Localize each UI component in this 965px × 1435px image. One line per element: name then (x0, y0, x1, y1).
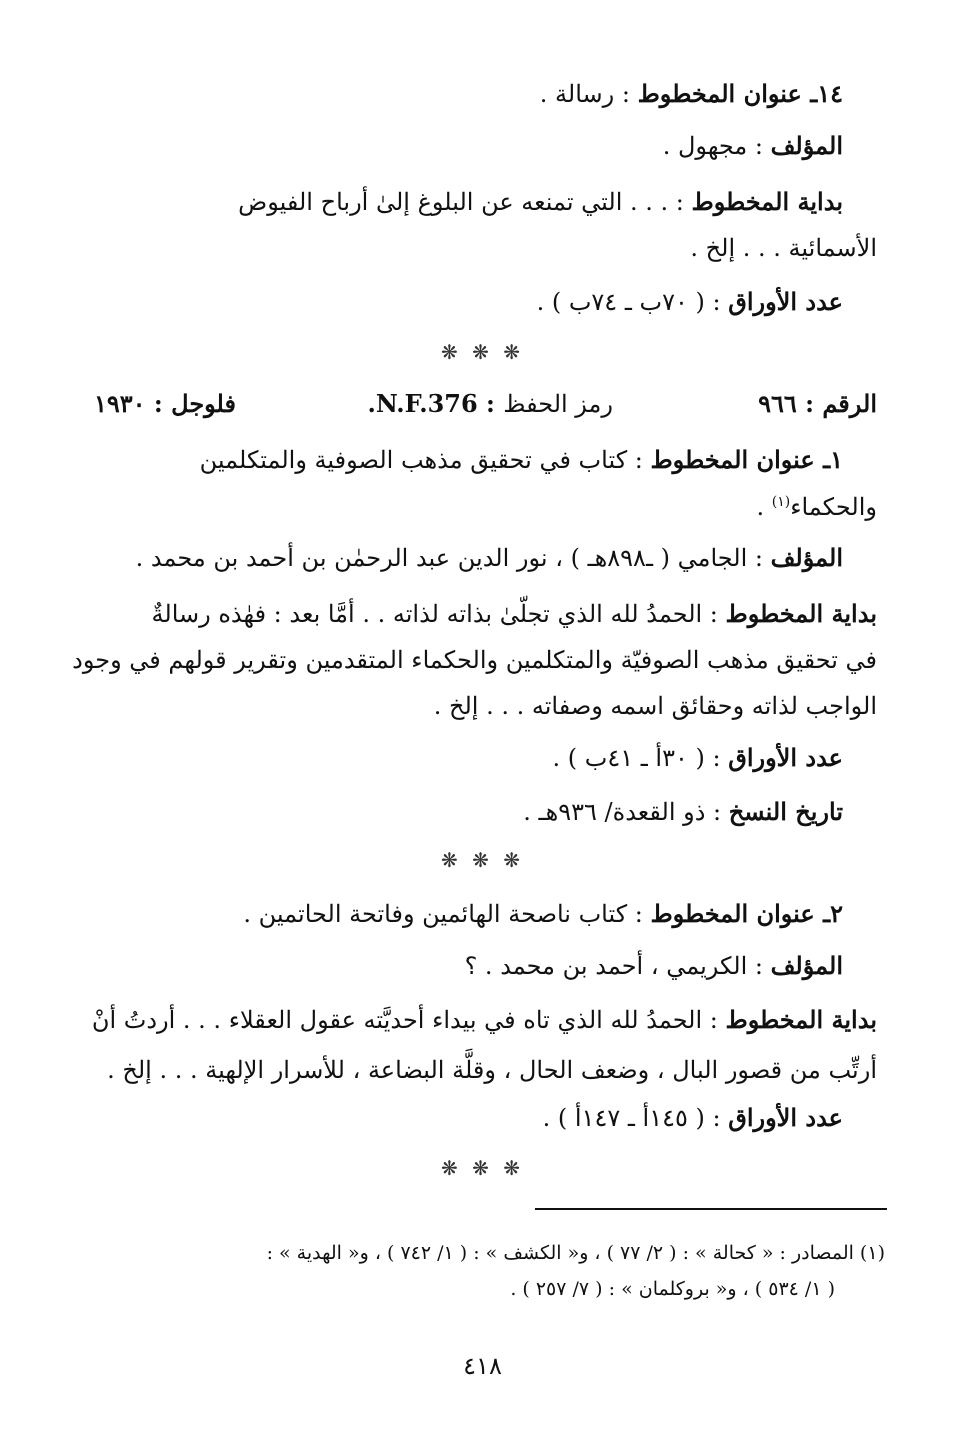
entry1-incipit-continuation-1: في تحقيق مذهب الصوفيّة والمتكلمين والحكماء المتقدمين وتقرير قولهم في وجود (72, 646, 877, 674)
record-number-value: : ٩٦٦ (758, 389, 823, 418)
entry14-folios-label: عدد الأوراق (728, 287, 843, 316)
entry2-folios (543, 1102, 843, 1134)
entry1-author-value: : الجامي ( ـ٨٩٨هـ ) ، نور الدين عبد الرحمٰن بن أحمد بن محمد . (135, 544, 771, 572)
footnote-line-2: ( ١/ ٥٣٤ ) ، و« بروكلمان » : ( ٧/ ٢٥٧ ) . (510, 1278, 835, 1300)
section-separator: ❋ ❋ ❋ (441, 1156, 524, 1180)
entry2-author-label: المؤلف (770, 951, 843, 980)
entry1-copy-date (523, 796, 843, 828)
section-separator: ❋ ❋ ❋ (441, 848, 524, 872)
entry1-title-cont: والحكماء (790, 493, 877, 521)
entry1-title-value: : كتاب في تحقيق مذهب الصوفية والمتكلمين (199, 446, 651, 474)
entry1-date-label: تاريخ النسخ (728, 797, 843, 826)
entry1-author-label: المؤلف (770, 543, 843, 572)
entry2-incipit-value: : الحمدُ لله الذي تاه في بيداء أحديَّته عقول العقلاء . . . أردتُ أنْ (91, 1006, 726, 1034)
entry1-incipit (152, 598, 877, 630)
entry1-folios-label: عدد الأوراق (728, 743, 843, 772)
entry14-title-value: : رسالة . (539, 80, 638, 108)
entry1-folios-value: : ( ٣٠أ ـ ٤١ب ) . (552, 744, 729, 772)
entry1-incipit-continuation-2: الواجب لذاته وحقائق اسمه وصفاته . . . إلخ . (433, 692, 877, 720)
record-flugel-label: فلوجل (171, 389, 236, 418)
entry14-folios (537, 286, 843, 318)
entry14-author-value: : مجهول . (662, 132, 771, 160)
entry14-incipit-label: بداية المخطوط (691, 187, 843, 216)
record-shelfmark (368, 388, 614, 420)
entry14-incipit (238, 186, 843, 218)
footnote-divider (535, 1208, 887, 1210)
entry2-incipit-continuation: أرتِّب من قصور البال ، وضعف الحال ، وقلَّة البضاعة ، للأسرار الإلهية . . . إلخ . (107, 1056, 877, 1084)
footnote-marker: (١) (771, 494, 791, 510)
record-flugel-value: : ١٩٣٠ (94, 389, 172, 418)
entry1-title-continuation (756, 486, 877, 523)
entry2-incipit (92, 1004, 877, 1036)
entry14-title (540, 78, 843, 110)
record-shelfmark-label: رمز الحفظ (503, 390, 613, 418)
entry1-title-end: . (756, 493, 772, 521)
entry1-title-label: ١ـ عنوان المخطوط (650, 445, 843, 474)
entry1-incipit-label: بداية المخطوط (725, 599, 877, 628)
entry14-author (663, 130, 843, 162)
entry14-title-label: ١٤ـ عنوان المخطوط (637, 79, 843, 108)
footnote-line-1: (١) المصادر : « كحالة » : ( ٢/ ٧٧ ) ، و« الكشف » : ( ١/ ٧٤٢ ) ، و« الهدية » : (266, 1242, 885, 1264)
record-number-label: الرقم (822, 389, 877, 418)
record-number (758, 388, 877, 420)
page-number: ٤١٨ (463, 1352, 502, 1380)
entry2-folios-value: : ( ١٤٥أ ـ ١٤٧أ ) . (542, 1104, 729, 1132)
entry1-date-value: : ذو القعدة/ ٩٣٦هـ . (523, 798, 729, 826)
entry1-author (136, 542, 843, 574)
record-shelfmark-value: : N.F.376. (367, 389, 504, 418)
entry14-folios-value: : ( ٧٠ب ـ ٧٤ب ) . (536, 288, 729, 316)
entry14-incipit-continuation: الأسمائية . . . إلخ . (690, 234, 877, 262)
entry2-title (243, 898, 843, 930)
entry1-title (200, 444, 843, 476)
entry14-author-label: المؤلف (770, 131, 843, 160)
entry2-author-value: : الكريمي ، أحمد بن محمد . ؟ (464, 952, 771, 980)
entry2-title-value: : كتاب ناصحة الهائمين وفاتحة الحاتمين . (243, 900, 651, 928)
entry14-incipit-value: : . . . التي تمنعه عن البلوغ إلىٰ أرباح الفيوض (238, 188, 692, 216)
entry1-folios (552, 742, 843, 774)
record-flugel (94, 388, 236, 420)
section-separator: ❋ ❋ ❋ (441, 340, 524, 364)
entry2-folios-label: عدد الأوراق (728, 1103, 843, 1132)
entry2-author (465, 950, 843, 982)
entry2-incipit-label: بداية المخطوط (725, 1005, 877, 1034)
entry2-title-label: ٢ـ عنوان المخطوط (650, 899, 843, 928)
entry1-incipit-value: : الحمدُ لله الذي تجلّىٰ بذاته لذاته . . أمَّا بعد : فهٰذه رسالةٌ (151, 600, 726, 628)
